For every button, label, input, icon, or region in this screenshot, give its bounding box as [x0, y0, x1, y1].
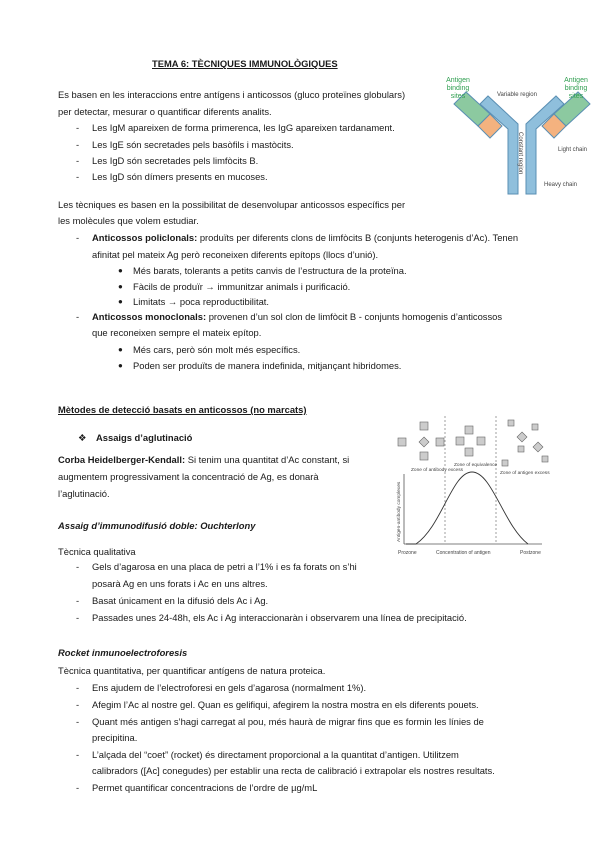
corba-line [58, 454, 349, 466]
dash-bullet: - [76, 716, 80, 727]
label-variable-region: Variable region [497, 92, 537, 98]
dash-bullet: - [76, 171, 80, 182]
term: Corba Heidelberger-Kendall: [58, 454, 186, 465]
technique-type: Tècnica quantitativa, per quantificar antígens de natura proteica. [58, 665, 326, 676]
dash-bullet: - [76, 749, 80, 760]
policlonals-item [92, 232, 518, 244]
list-item: Quant més antigen s’hagi carregat al pou, més haurà de migrar fins que es formin les línies de [92, 716, 484, 727]
dash-bullet: - [76, 139, 80, 150]
bullet-dot: ● [118, 361, 123, 370]
zone-label: Zone of antibody excess [411, 468, 463, 473]
definition: produïts per diferents clons de limfòcits B (conjunts heterogenis d’Ac). Tenen [197, 232, 519, 243]
list-item: Passades unes 24-48h, els Ac i Ag interaccionaràn i observarem una línea de precipitació. [92, 612, 467, 623]
list-item-cont: afinitat pel mateix Ag però reconeixen diferents epítops (llocs d’unió). [92, 249, 379, 260]
list-item-cont: precipitina. [92, 732, 138, 743]
list-item: Basat únicament en la difusió dels Ac i Ag. [92, 595, 269, 606]
label-heavy-chain: Heavy chain [544, 182, 578, 188]
list-item: Afegim l’Ac al nostre gel. Quan es gelifiqui, afegirem la nostra mostra en els diferents pouets. [92, 699, 479, 710]
sub-item: Limitats → poca reproductibilitat. [133, 296, 269, 307]
rocket-heading: Rocket inmunoelectroforesis [58, 647, 188, 658]
label-antigen-binding-left: Antigen binding sites [446, 77, 470, 100]
technique-type: Tècnica qualitativa [58, 546, 136, 557]
dash-bullet: - [76, 155, 80, 166]
label-constant-region: Constant region [517, 132, 523, 175]
list-item: Les IgE són secretades pels basòfils i mastòcits. [92, 139, 294, 150]
x-axis-label: Concentration of antigen [436, 550, 491, 556]
dash-bullet: - [76, 612, 80, 623]
list-item: Les IgD són secretades pels limfòcits B. [92, 155, 259, 166]
sub-item: Fàcils de produïr → immunitzar animals i purificació. [133, 281, 351, 292]
label-antigen-binding-right: Antigen binding sites [564, 77, 588, 100]
postzone-label: Postzone [520, 550, 541, 556]
list-item: Les IgM apareixen de forma primerenca, les IgG apareixen tardanament. [92, 122, 395, 133]
term: Anticossos monoclonals: [92, 311, 207, 322]
dash-bullet: - [76, 782, 80, 793]
list-item-cont: calibradors ([Ac] conegudes) per establir una recta de calibració i extrapolar els nostres resultats. [92, 765, 495, 776]
y-axis-label: Antigen-antibody complexes [397, 481, 402, 542]
monoclonals-item [92, 311, 502, 323]
page-title: TEMA 6: TÈCNIQUES IMMUNOLÒGIQUES [152, 58, 338, 69]
definition: Si tenim una quantitat d’Ac constant, si [185, 454, 350, 465]
intro-line: per detectar, mesurar o quantificar diferents analits. [58, 106, 272, 117]
dash-bullet: - [76, 699, 80, 710]
sub-item: Més cars, però són molt més específics. [133, 344, 301, 355]
list-item-cont: que reconeixen sempre el mateix epítop. [92, 327, 262, 338]
corba-line: augmentem progressivament la concentració de Ag, es donarà [58, 471, 319, 482]
bullet-dot: ● [118, 297, 123, 306]
dash-bullet: - [76, 561, 80, 572]
list-item: Ens ajudem de l’electroforesi en gels d’agarosa (normalment 1%). [92, 682, 367, 693]
precipitin-curve-figure [392, 416, 564, 564]
subsection-heading: Assaigs d’aglutinació [96, 432, 193, 443]
intro-line: Es basen en les interaccions entre antígens i anticossos (gluco proteïnes globulars) [58, 89, 406, 100]
list-item: L’alçada del “coet” (rocket) és directament proporcional a la quantitat d’antigen. Utilitzem [92, 749, 459, 760]
bullet-dot: ● [118, 345, 123, 354]
label-light-chain: Light chain [558, 147, 588, 153]
sub-item: Poden ser produïts de manera indefinida, mitjançant hibridomes. [133, 360, 402, 371]
dash-bullet: - [76, 122, 80, 133]
list-item: Les IgD són dímers presents en mucoses. [92, 171, 268, 182]
ouchterlony-heading: Assaig d’immunodifusió doble: Ouchterlony [58, 520, 256, 531]
techniques-line: les molècules que volem estudiar. [58, 215, 199, 226]
list-item-cont: posarà Ag en uns forats i Ac en uns altres. [92, 578, 268, 589]
corba-line: l’aglutinació. [58, 488, 110, 499]
techniques-line: Les tècniques es basen en la possibilitat de desenvolupar anticossos específics per [58, 199, 406, 210]
bullet-dot: ● [118, 282, 123, 291]
prozone-label: Prozone [398, 550, 417, 556]
zone-label: Zone of equivalence [454, 463, 498, 468]
term: Anticossos policlonals: [92, 232, 198, 243]
dash-bullet: - [76, 311, 80, 322]
diamond-bullet-icon: ❖ [78, 432, 87, 443]
list-item: Permet quantificar concentracions de l’ordre de µg/mL [92, 782, 318, 793]
bullet-dot: ● [118, 266, 123, 275]
list-item: Gels d’agarosa en una placa de petri a l’1% i es fa forats on s’hi [92, 561, 357, 572]
zone-label: Zone of antigen excess [500, 471, 550, 476]
section-heading: Mètodes de detecció basats en anticossos (no marcats) [58, 404, 307, 415]
dash-bullet: - [76, 682, 80, 693]
dash-bullet: - [76, 232, 80, 243]
sub-item: Més barats, tolerants a petits canvis de l’estructura de la proteïna. [133, 265, 407, 276]
dash-bullet: - [76, 595, 80, 606]
definition: provenen d’un sol clon de limfòcit B - conjunts homogenis d’anticossos [206, 311, 503, 322]
